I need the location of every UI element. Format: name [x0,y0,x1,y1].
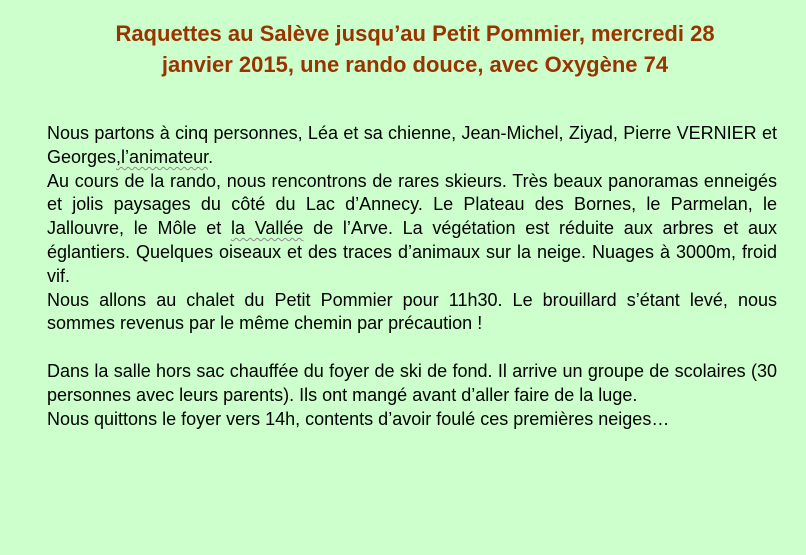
paragraph-spacer [47,336,777,360]
title-line-1: Raquettes au Salève jusqu’au Petit Pommier, mercredi 28 [115,21,715,46]
animator-text: ,l’animateur [116,146,209,167]
title-line-2: janvier 2015, une rando douce, avec Oxygène 74 [161,52,669,77]
paragraph-foyer: Dans la salle hors sac chauffée du foyer de ski de fond. Il arrive un groupe de scolaires (30 personnes avec leurs parents). Ils ont mangé avant d’aller faire de la luge. [47,360,777,405]
landscape-end: de l’Arve. La végétation est réduite aux arbres et aux églantiers. Quelques oiseaux et des traces d’animaux sur la neige. Nuages à 3000m, froid vif. [47,218,777,286]
story-text [47,122,777,431]
paragraph-return: Nous quittons le foyer vers 14h, contents d’avoir foulé ces premières neiges… [47,408,670,429]
participants-text: Nous partons à cinq personnes, Léa et sa chienne, Jean-Michel, Ziyad, Pierre VERNIER et Georges [47,123,777,167]
paragraph-participants [47,122,777,170]
participants-end: . [208,146,214,167]
landscape-text: Au cours de la rando, nous rencontrons de rares skieurs. Très beaux panoramas enneigés et jolis paysages du côté du Lac d’Annecy. Le Plateau des Bornes, le Parmelan, le Jallouvre, le Môle et [47,170,777,239]
vallee-text: la Vallée [231,218,304,239]
paragraph-landscape [47,170,777,289]
paragraph-chalet: Nous allons au chalet du Petit Pommier pour 11h30. Le brouillard s’étant levé, nous sommes revenus par le même chemin par précaution ! [47,289,777,334]
page-title [40,18,790,80]
